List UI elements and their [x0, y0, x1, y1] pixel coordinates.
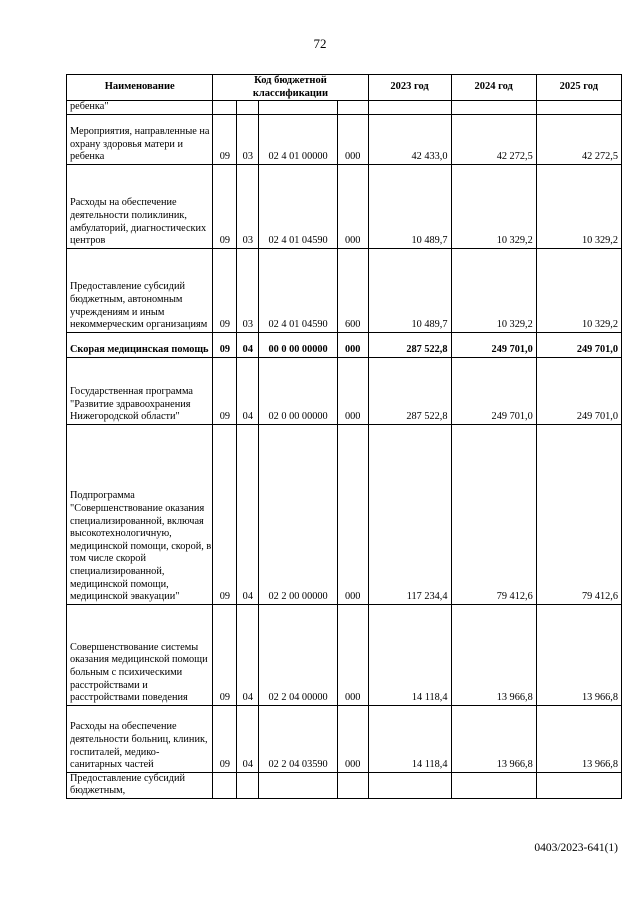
table-row — [67, 101, 622, 115]
row-value-2023: 287 522,8 — [368, 332, 451, 357]
row-value-2025 — [536, 772, 621, 798]
row-value-2025: 13 966,8 — [536, 705, 621, 772]
row-section-code: 09 — [213, 164, 237, 248]
row-section-code: 09 — [213, 248, 237, 332]
row-subsection-code: 04 — [237, 424, 259, 604]
table-row — [67, 248, 622, 332]
row-value-2023: 287 522,8 — [368, 357, 451, 424]
row-value-2025: 249 701,0 — [536, 357, 621, 424]
row-name: Подпрограмма "Совершенствование оказания специализированной, включая высокотехнологичную, медицинской помощи, скорой, в том числе скорой специализированной, медицинской помощи, медицинской эвакуации" — [67, 424, 213, 604]
row-value-2023 — [368, 101, 451, 115]
table-row — [67, 332, 622, 357]
row-value-2024: 249 701,0 — [451, 332, 536, 357]
row-value-2023: 14 118,4 — [368, 705, 451, 772]
row-value-2024 — [451, 772, 536, 798]
row-value-2025: 13 966,8 — [536, 604, 621, 705]
row-name: Скорая медицинская помощь — [67, 332, 213, 357]
row-name: Расходы на обеспечение деятельности больниц, клиник, госпиталей, медико-санитарных частей — [67, 705, 213, 772]
row-target-article-code — [259, 772, 338, 798]
row-value-2023: 14 118,4 — [368, 604, 451, 705]
row-value-2024: 13 966,8 — [451, 705, 536, 772]
row-subsection-code: 04 — [237, 357, 259, 424]
document-code: 0403/2023-641(1) — [534, 842, 618, 854]
row-section-code: 09 — [213, 705, 237, 772]
row-target-article-code: 00 0 00 00000 — [259, 332, 338, 357]
row-subsection-code — [237, 772, 259, 798]
row-subsection-code — [237, 101, 259, 115]
row-expense-type-code: 000 — [337, 357, 368, 424]
table-row — [67, 424, 622, 604]
row-section-code: 09 — [213, 114, 237, 164]
row-value-2023 — [368, 772, 451, 798]
row-value-2024: 249 701,0 — [451, 357, 536, 424]
row-name: Предоставление субсидий бюджетным, — [67, 772, 213, 798]
header-2023: 2023 год — [368, 75, 451, 101]
row-name: ребенка" — [67, 101, 213, 115]
row-target-article-code: 02 0 00 00000 — [259, 357, 338, 424]
row-value-2024 — [451, 101, 536, 115]
row-value-2023: 117 234,4 — [368, 424, 451, 604]
row-expense-type-code: 600 — [337, 248, 368, 332]
row-target-article-code: 02 2 04 00000 — [259, 604, 338, 705]
header-2025: 2025 год — [536, 75, 621, 101]
row-name: Мероприятия, направленные на охрану здоровья матери и ребенка — [67, 114, 213, 164]
table-row — [67, 164, 622, 248]
row-name: Государственная программа "Развитие здравоохранения Нижегородской области" — [67, 357, 213, 424]
row-subsection-code: 03 — [237, 248, 259, 332]
row-section-code: 09 — [213, 357, 237, 424]
row-subsection-code: 04 — [237, 705, 259, 772]
row-value-2025: 42 272,5 — [536, 114, 621, 164]
row-expense-type-code: 000 — [337, 705, 368, 772]
row-expense-type-code — [337, 101, 368, 115]
row-target-article-code: 02 4 01 04590 — [259, 164, 338, 248]
row-value-2023: 10 489,7 — [368, 164, 451, 248]
table-header-row — [67, 75, 622, 101]
header-code: Код бюджетной классификации — [213, 75, 368, 101]
row-value-2024: 13 966,8 — [451, 604, 536, 705]
row-expense-type-code: 000 — [337, 424, 368, 604]
row-value-2023: 10 489,7 — [368, 248, 451, 332]
row-value-2024: 10 329,2 — [451, 248, 536, 332]
row-target-article-code: 02 4 01 00000 — [259, 114, 338, 164]
row-value-2025: 79 412,6 — [536, 424, 621, 604]
page-number: 72 — [313, 36, 327, 51]
row-value-2025 — [536, 101, 621, 115]
row-value-2024: 10 329,2 — [451, 164, 536, 248]
row-expense-type-code: 000 — [337, 114, 368, 164]
row-value-2025: 10 329,2 — [536, 164, 621, 248]
table-row — [67, 357, 622, 424]
row-name: Совершенствование системы оказания медицинской помощи больным с психическими расстройствами и расстройствами поведения — [67, 604, 213, 705]
row-value-2024: 79 412,6 — [451, 424, 536, 604]
header-name: Наименование — [67, 75, 213, 101]
row-value-2025: 249 701,0 — [536, 332, 621, 357]
row-section-code — [213, 101, 237, 115]
row-section-code: 09 — [213, 332, 237, 357]
row-target-article-code: 02 4 01 04590 — [259, 248, 338, 332]
row-target-article-code: 02 2 00 00000 — [259, 424, 338, 604]
row-name: Расходы на обеспечение деятельности поликлиник, амбулаторий, диагностических центров — [67, 164, 213, 248]
table-row — [67, 604, 622, 705]
table-row — [67, 705, 622, 772]
row-value-2024: 42 272,5 — [451, 114, 536, 164]
row-section-code: 09 — [213, 424, 237, 604]
row-name: Предоставление субсидий бюджетным, автономным учреждениям и иным некоммерческим организациям — [67, 248, 213, 332]
row-subsection-code: 03 — [237, 114, 259, 164]
row-value-2023: 42 433,0 — [368, 114, 451, 164]
row-subsection-code: 04 — [237, 604, 259, 705]
row-value-2025: 10 329,2 — [536, 248, 621, 332]
row-expense-type-code — [337, 772, 368, 798]
row-subsection-code: 04 — [237, 332, 259, 357]
header-2024: 2024 год — [451, 75, 536, 101]
row-section-code: 09 — [213, 604, 237, 705]
budget-table — [66, 74, 622, 799]
row-subsection-code: 03 — [237, 164, 259, 248]
table-row — [67, 772, 622, 798]
table-row — [67, 114, 622, 164]
row-expense-type-code: 000 — [337, 604, 368, 705]
row-expense-type-code: 000 — [337, 164, 368, 248]
row-section-code — [213, 772, 237, 798]
row-target-article-code — [259, 101, 338, 115]
row-expense-type-code: 000 — [337, 332, 368, 357]
row-target-article-code: 02 2 04 03590 — [259, 705, 338, 772]
